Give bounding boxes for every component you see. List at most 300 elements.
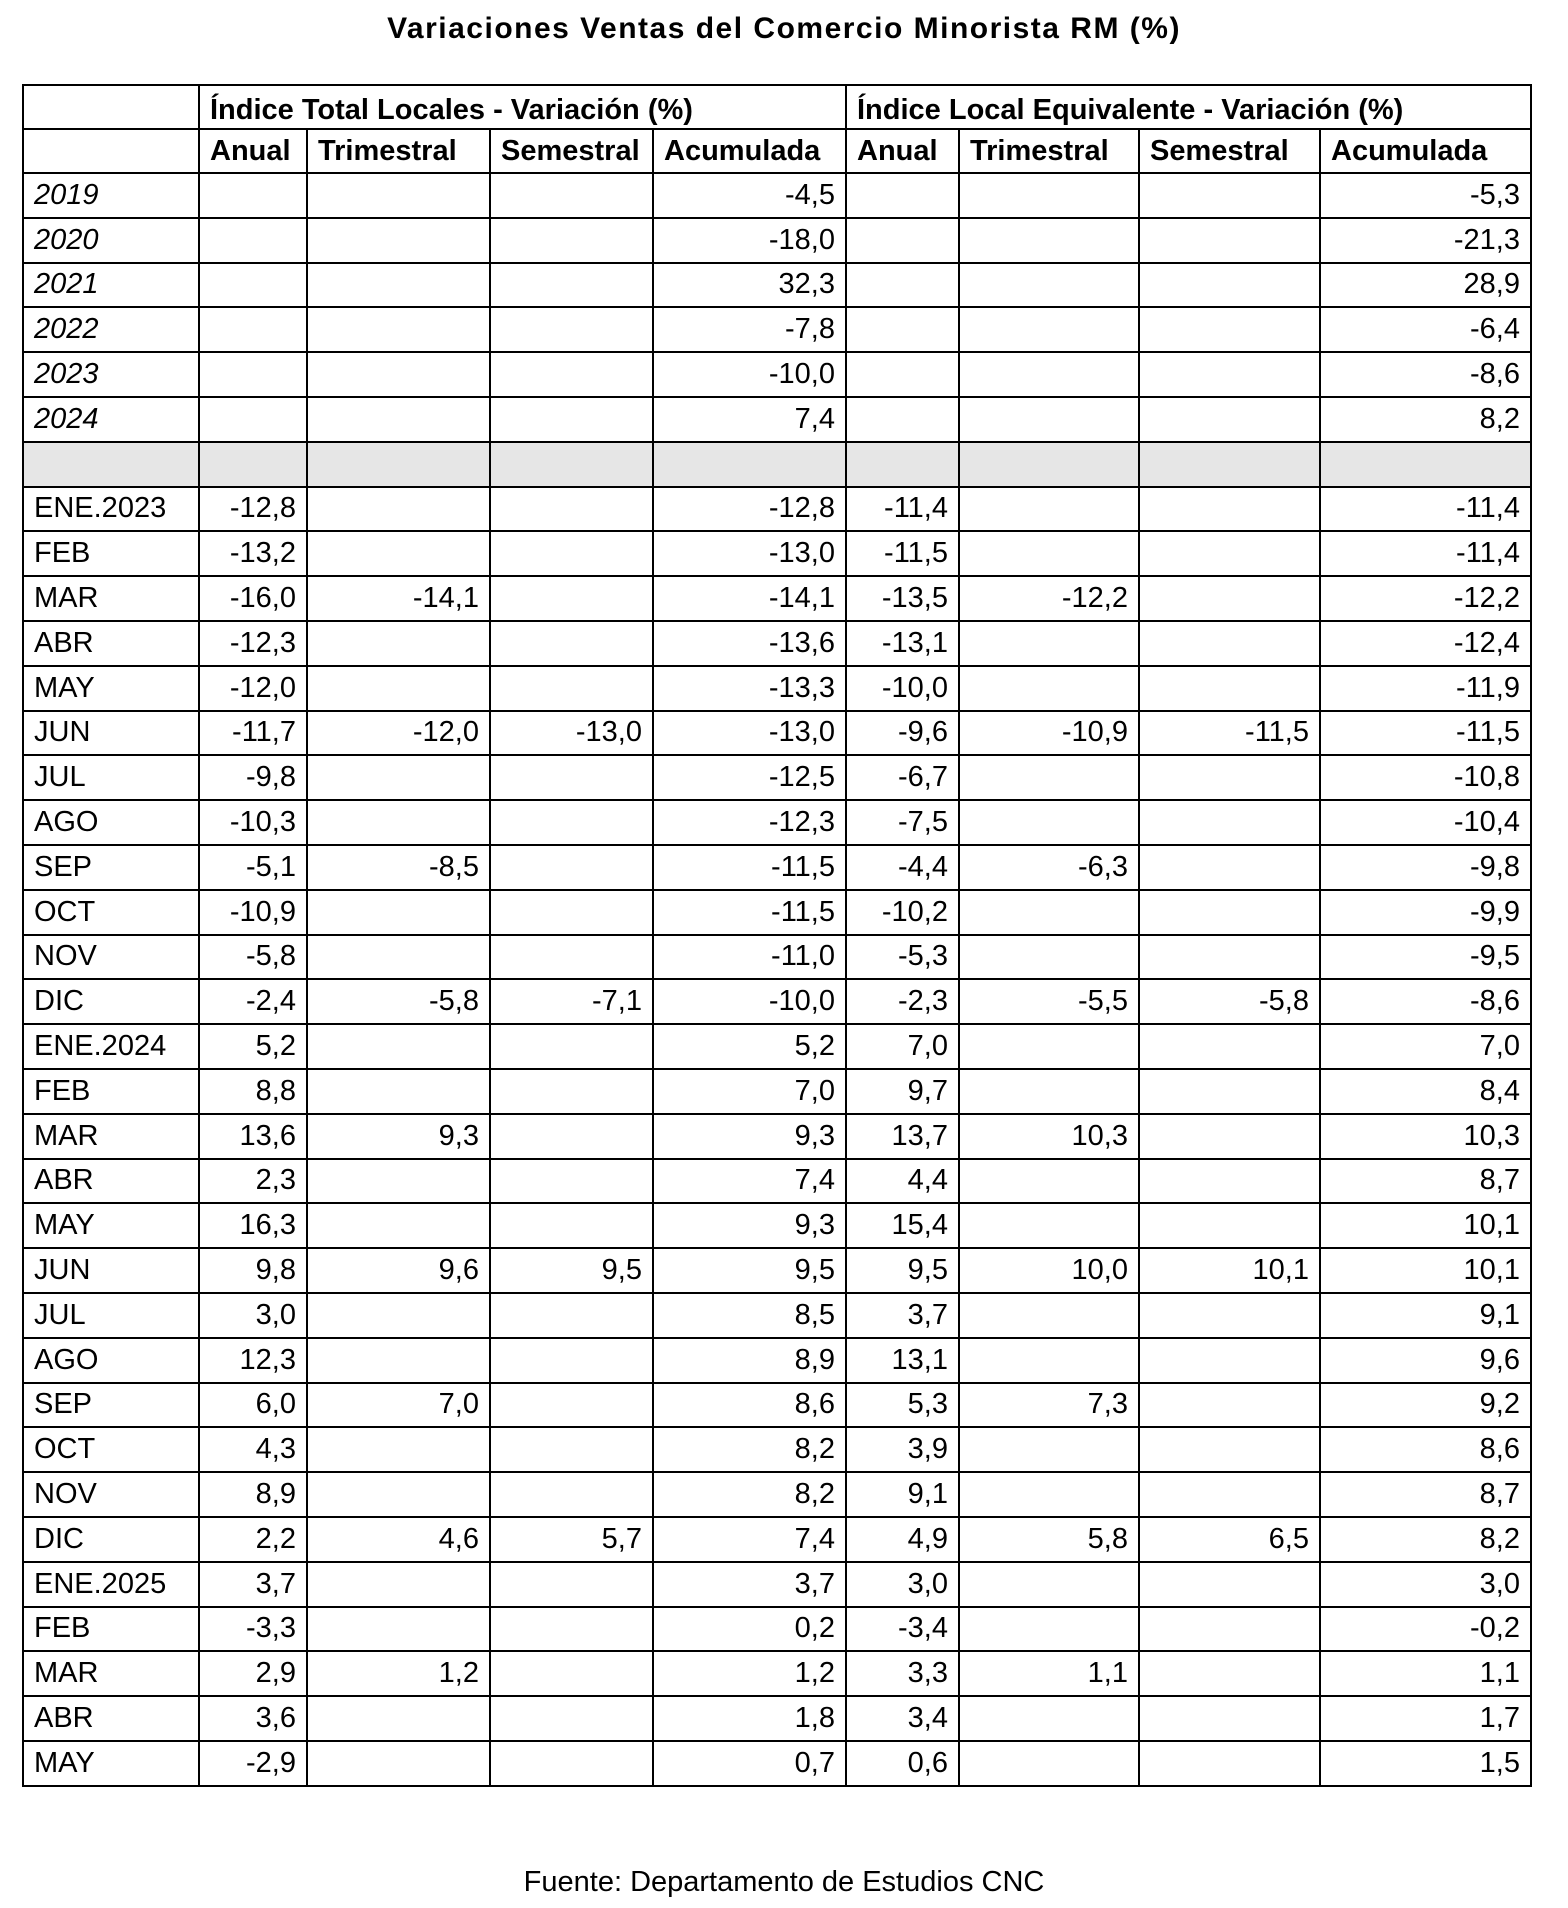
month-row [23,1562,1531,1607]
value-cell: -5,8 [199,935,307,980]
value-cell [199,307,307,352]
month-row [23,1248,1531,1293]
value-cell [307,1427,490,1472]
row-label: MAY [23,1741,199,1786]
value-cell [199,397,307,442]
value-cell: 8,9 [653,1338,846,1383]
value-cell: 9,3 [307,1114,490,1159]
month-row [23,531,1531,576]
value-cell [1139,352,1320,397]
value-cell [1139,755,1320,800]
value-cell: -8,6 [1320,979,1531,1024]
value-cell [1139,1607,1320,1652]
value-cell: 13,7 [846,1114,959,1159]
value-cell: -5,1 [199,845,307,890]
value-cell: -11,9 [1320,666,1531,711]
value-cell: 6,0 [199,1383,307,1428]
value-cell: -10,0 [846,666,959,711]
value-cell [1139,1024,1320,1069]
row-label: FEB [23,531,199,576]
value-cell: -8,5 [307,845,490,890]
value-cell [959,1203,1139,1248]
row-label: FEB [23,1607,199,1652]
corner-cell [23,129,199,173]
value-cell [1139,1651,1320,1696]
column-header: Semestral [1139,129,1320,173]
value-cell [959,1562,1139,1607]
value-cell: 4,4 [846,1159,959,1204]
value-cell [307,263,490,308]
separator-cell [490,442,653,487]
month-row [23,576,1531,621]
value-cell: -13,2 [199,531,307,576]
row-label: ENE.2024 [23,1024,199,1069]
value-cell: 9,7 [846,1069,959,1114]
value-cell: -11,5 [1139,711,1320,756]
row-label: DIC [23,979,199,1024]
value-cell: -13,1 [846,621,959,666]
value-cell: -5,5 [959,979,1139,1024]
value-cell [490,263,653,308]
separator-cell [959,442,1139,487]
separator-cell [307,442,490,487]
row-label: MAY [23,1203,199,1248]
value-cell [1139,1383,1320,1428]
value-cell: 1,1 [1320,1651,1531,1696]
month-row [23,1024,1531,1069]
value-cell [959,487,1139,532]
value-cell: -4,5 [653,173,846,218]
value-cell: 10,3 [1320,1114,1531,1159]
row-label: JUL [23,755,199,800]
value-cell: 1,8 [653,1696,846,1741]
value-cell: -12,8 [199,487,307,532]
month-row [23,935,1531,980]
value-cell: -5,8 [307,979,490,1024]
row-label: OCT [23,1427,199,1472]
value-cell: 8,6 [1320,1427,1531,1472]
value-cell: 16,3 [199,1203,307,1248]
month-row [23,1069,1531,1114]
value-cell [959,621,1139,666]
value-cell: -5,3 [846,935,959,980]
value-cell: 1,1 [959,1651,1139,1696]
value-cell [846,218,959,263]
row-label: MAR [23,1651,199,1696]
year-row [23,307,1531,352]
value-cell: -2,4 [199,979,307,1024]
value-cell: -11,4 [846,487,959,532]
value-cell [1139,397,1320,442]
value-cell: 10,0 [959,1248,1139,1293]
value-cell: 6,5 [1139,1517,1320,1562]
column-header: Acumulada [653,129,846,173]
row-label: JUL [23,1293,199,1338]
month-row [23,1696,1531,1741]
value-cell: 8,7 [1320,1159,1531,1204]
value-cell: -5,8 [1139,979,1320,1024]
value-cell: 5,3 [846,1383,959,1428]
year-row [23,218,1531,263]
row-label: 2021 [23,263,199,308]
value-cell [959,1338,1139,1383]
value-cell [490,1114,653,1159]
value-cell: 8,4 [1320,1069,1531,1114]
value-cell [959,1159,1139,1204]
value-cell: 3,7 [846,1293,959,1338]
value-cell: 8,8 [199,1069,307,1114]
value-cell [1139,1472,1320,1517]
value-cell: -13,0 [490,711,653,756]
month-row [23,1427,1531,1472]
value-cell: 5,2 [653,1024,846,1069]
value-cell [490,890,653,935]
value-cell: 8,2 [653,1472,846,1517]
row-label: ENE.2025 [23,1562,199,1607]
month-row [23,1517,1531,1562]
value-cell [490,935,653,980]
value-cell [490,576,653,621]
value-cell [490,1024,653,1069]
row-label: OCT [23,890,199,935]
value-cell: 13,6 [199,1114,307,1159]
value-cell [1139,1114,1320,1159]
value-cell [959,307,1139,352]
value-cell [1139,1427,1320,1472]
value-cell: -10,8 [1320,755,1531,800]
value-cell [490,1383,653,1428]
value-cell [307,935,490,980]
value-cell: -11,4 [1320,531,1531,576]
value-cell [307,487,490,532]
row-label: FEB [23,1069,199,1114]
value-cell: -2,3 [846,979,959,1024]
value-cell [490,800,653,845]
value-cell [1139,890,1320,935]
value-cell [307,890,490,935]
value-cell [490,1562,653,1607]
value-cell [490,1203,653,1248]
value-cell [1139,1159,1320,1204]
value-cell: 8,7 [1320,1472,1531,1517]
value-cell: -7,8 [653,307,846,352]
value-cell: 5,7 [490,1517,653,1562]
value-cell: 9,6 [307,1248,490,1293]
value-cell: -7,1 [490,979,653,1024]
value-cell [1139,173,1320,218]
value-cell: -12,3 [199,621,307,666]
value-cell [307,1472,490,1517]
row-label: JUN [23,711,199,756]
value-cell: -3,3 [199,1607,307,1652]
year-row [23,173,1531,218]
value-cell [490,1607,653,1652]
value-cell [307,800,490,845]
value-cell: -7,5 [846,800,959,845]
value-cell [846,173,959,218]
value-cell [959,352,1139,397]
column-header: Anual [846,129,959,173]
value-cell [1139,487,1320,532]
value-cell [199,218,307,263]
row-label: MAR [23,576,199,621]
value-cell: 7,3 [959,1383,1139,1428]
column-header-row [23,129,1531,173]
value-cell: 7,4 [653,1517,846,1562]
value-cell: 8,2 [653,1427,846,1472]
value-cell: -10,4 [1320,800,1531,845]
value-cell [307,531,490,576]
value-cell: -10,0 [653,352,846,397]
value-cell: 13,1 [846,1338,959,1383]
value-cell [307,1562,490,1607]
value-cell: -9,8 [199,755,307,800]
value-cell [307,1607,490,1652]
value-cell [307,1696,490,1741]
value-cell: 0,6 [846,1741,959,1786]
month-row [23,1203,1531,1248]
value-cell: 4,3 [199,1427,307,1472]
value-cell: -12,2 [959,576,1139,621]
value-cell: 8,6 [653,1383,846,1428]
value-cell [959,755,1139,800]
value-cell: 2,9 [199,1651,307,1696]
value-cell: 1,2 [307,1651,490,1696]
group-header-row [23,85,1531,129]
value-cell [1139,576,1320,621]
row-label: ABR [23,1696,199,1741]
value-cell [1139,621,1320,666]
month-row [23,800,1531,845]
month-row [23,487,1531,532]
value-cell [959,890,1139,935]
value-cell [307,1338,490,1383]
month-row [23,711,1531,756]
value-cell [307,1024,490,1069]
value-cell: 9,5 [846,1248,959,1293]
month-row [23,755,1531,800]
value-cell [846,307,959,352]
row-label: 2020 [23,218,199,263]
value-cell: -9,6 [846,711,959,756]
value-cell: -6,7 [846,755,959,800]
value-cell [307,397,490,442]
row-label: SEP [23,1383,199,1428]
value-cell [490,307,653,352]
value-cell: 7,0 [1320,1024,1531,1069]
value-cell: -10,0 [653,979,846,1024]
retail-sales-table [22,84,1532,1787]
value-cell: 9,5 [490,1248,653,1293]
value-cell [959,1427,1139,1472]
value-cell [307,755,490,800]
value-cell: 15,4 [846,1203,959,1248]
column-header: Anual [199,129,307,173]
value-cell: 4,9 [846,1517,959,1562]
value-cell: -16,0 [199,576,307,621]
value-cell: -12,5 [653,755,846,800]
value-cell [490,1069,653,1114]
value-cell: -9,9 [1320,890,1531,935]
value-cell: 8,9 [199,1472,307,1517]
value-cell: 9,1 [846,1472,959,1517]
value-cell: -14,1 [653,576,846,621]
value-cell [490,1293,653,1338]
source-note: Fuente: Departamento de Estudios CNC [523,1866,1045,1898]
value-cell [1139,1203,1320,1248]
value-cell: -3,4 [846,1607,959,1652]
month-row [23,1383,1531,1428]
month-row [23,666,1531,711]
value-cell: -13,0 [653,531,846,576]
separator-cell [1139,442,1320,487]
value-cell: 12,3 [199,1338,307,1383]
value-cell [959,397,1139,442]
value-cell: 3,3 [846,1651,959,1696]
value-cell: -12,0 [307,711,490,756]
value-cell [490,352,653,397]
value-cell [490,845,653,890]
value-cell [490,1159,653,1204]
value-cell: -12,0 [199,666,307,711]
value-cell [959,173,1139,218]
value-cell [490,531,653,576]
value-cell [846,397,959,442]
value-cell: -11,0 [653,935,846,980]
value-cell: -10,9 [199,890,307,935]
month-row [23,1159,1531,1204]
row-label: MAR [23,1114,199,1159]
row-label: 2022 [23,307,199,352]
value-cell: -11,5 [653,890,846,935]
value-cell [1139,1069,1320,1114]
value-cell: -2,9 [199,1741,307,1786]
value-cell: 5,2 [199,1024,307,1069]
value-cell: -12,4 [1320,621,1531,666]
value-cell: 32,3 [653,263,846,308]
row-label: 2019 [23,173,199,218]
value-cell [959,1696,1139,1741]
year-row [23,263,1531,308]
value-cell [307,621,490,666]
value-cell [1139,1741,1320,1786]
value-cell: -9,5 [1320,935,1531,980]
value-cell: -13,5 [846,576,959,621]
value-cell [307,218,490,263]
value-cell: 3,0 [199,1293,307,1338]
value-cell: -10,3 [199,800,307,845]
value-cell: 3,4 [846,1696,959,1741]
value-cell: 4,6 [307,1517,490,1562]
value-cell: 7,4 [653,397,846,442]
month-row [23,845,1531,890]
row-label: SEP [23,845,199,890]
value-cell: 2,2 [199,1517,307,1562]
value-cell: -10,9 [959,711,1139,756]
value-cell: -8,6 [1320,352,1531,397]
row-label: 2024 [23,397,199,442]
year-row [23,352,1531,397]
table-title: Variaciones Ventas del Comercio Minorista RM (%) [387,12,1181,45]
value-cell [307,173,490,218]
value-cell [490,1427,653,1472]
value-cell [1139,218,1320,263]
value-cell: -12,2 [1320,576,1531,621]
row-label: 2023 [23,352,199,397]
value-cell [490,666,653,711]
value-cell [959,1607,1139,1652]
value-cell: 0,2 [653,1607,846,1652]
value-cell [490,1472,653,1517]
month-row [23,890,1531,935]
value-cell: -6,4 [1320,307,1531,352]
value-cell: -0,2 [1320,1607,1531,1652]
value-cell [1139,1338,1320,1383]
separator-cell [199,442,307,487]
value-cell [846,263,959,308]
value-cell [846,352,959,397]
value-cell: 7,0 [846,1024,959,1069]
value-cell: -13,3 [653,666,846,711]
separator-row [23,442,1531,487]
value-cell: 9,1 [1320,1293,1531,1338]
value-cell [959,1741,1139,1786]
value-cell: -13,6 [653,621,846,666]
value-cell [959,531,1139,576]
month-row [23,1293,1531,1338]
month-row [23,1741,1531,1786]
value-cell: -11,5 [846,531,959,576]
value-cell [490,1338,653,1383]
value-cell [959,263,1139,308]
value-cell: 7,4 [653,1159,846,1204]
group-header-local-equivalente: Índice Local Equivalente - Variación (%) [846,85,1531,129]
value-cell: 10,1 [1320,1203,1531,1248]
row-label: NOV [23,935,199,980]
row-label: NOV [23,1472,199,1517]
column-header: Trimestral [959,129,1139,173]
group-header-total-locales: Índice Total Locales - Variación (%) [199,85,846,129]
value-cell [959,935,1139,980]
value-cell: 1,5 [1320,1741,1531,1786]
value-cell: 2,3 [199,1159,307,1204]
value-cell [1139,1293,1320,1338]
value-cell: 9,6 [1320,1338,1531,1383]
value-cell: 0,7 [653,1741,846,1786]
row-label: AGO [23,800,199,845]
separator-cell [23,442,199,487]
separator-cell [846,442,959,487]
value-cell: -11,4 [1320,487,1531,532]
value-cell [959,218,1139,263]
value-cell [959,1024,1139,1069]
column-header: Semestral [490,129,653,173]
value-cell [199,173,307,218]
value-cell: -9,8 [1320,845,1531,890]
value-cell: 28,9 [1320,263,1531,308]
value-cell: 9,5 [653,1248,846,1293]
value-cell [959,1472,1139,1517]
row-label: ENE.2023 [23,487,199,532]
value-cell [959,666,1139,711]
separator-cell [653,442,846,487]
value-cell: 9,2 [1320,1383,1531,1428]
value-cell: -14,1 [307,576,490,621]
value-cell: -4,4 [846,845,959,890]
month-row [23,1651,1531,1696]
value-cell: 3,6 [199,1696,307,1741]
month-row [23,1472,1531,1517]
